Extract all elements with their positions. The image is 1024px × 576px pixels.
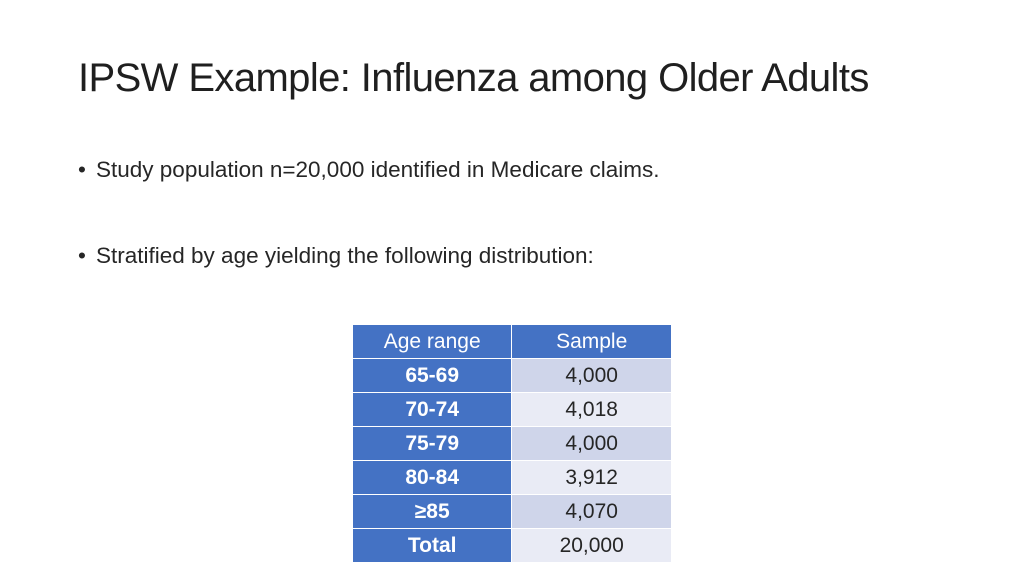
age-distribution-table bbox=[352, 324, 672, 563]
sample-cell: 4,000 bbox=[512, 427, 672, 461]
sample-cell: 20,000 bbox=[512, 529, 672, 563]
sample-cell: 3,912 bbox=[512, 461, 672, 495]
bullet-marker: • bbox=[78, 243, 86, 268]
column-header-sample: Sample bbox=[512, 325, 672, 359]
age-range-cell: ≥85 bbox=[353, 495, 512, 529]
table-row bbox=[353, 427, 672, 461]
bullet-text: Study population n=20,000 identified in Medicare claims. bbox=[96, 157, 660, 182]
age-range-cell: Total bbox=[353, 529, 512, 563]
table-row bbox=[353, 461, 672, 495]
sample-cell: 4,070 bbox=[512, 495, 672, 529]
bullet-marker: • bbox=[78, 157, 86, 182]
bullet-item bbox=[78, 243, 594, 269]
bullet-text: Stratified by age yielding the following distribution: bbox=[96, 243, 594, 268]
age-range-cell: 65-69 bbox=[353, 359, 512, 393]
table-row bbox=[353, 359, 672, 393]
bullet-item bbox=[78, 157, 659, 183]
age-range-cell: 70-74 bbox=[353, 393, 512, 427]
table-row-total bbox=[353, 529, 672, 563]
slide-title: IPSW Example: Influenza among Older Adults bbox=[78, 56, 869, 100]
table-header-row bbox=[353, 325, 672, 359]
sample-cell: 4,000 bbox=[512, 359, 672, 393]
table-row bbox=[353, 495, 672, 529]
sample-cell: 4,018 bbox=[512, 393, 672, 427]
column-header-age-range: Age range bbox=[353, 325, 512, 359]
table-row bbox=[353, 393, 672, 427]
age-range-cell: 80-84 bbox=[353, 461, 512, 495]
age-range-cell: 75-79 bbox=[353, 427, 512, 461]
